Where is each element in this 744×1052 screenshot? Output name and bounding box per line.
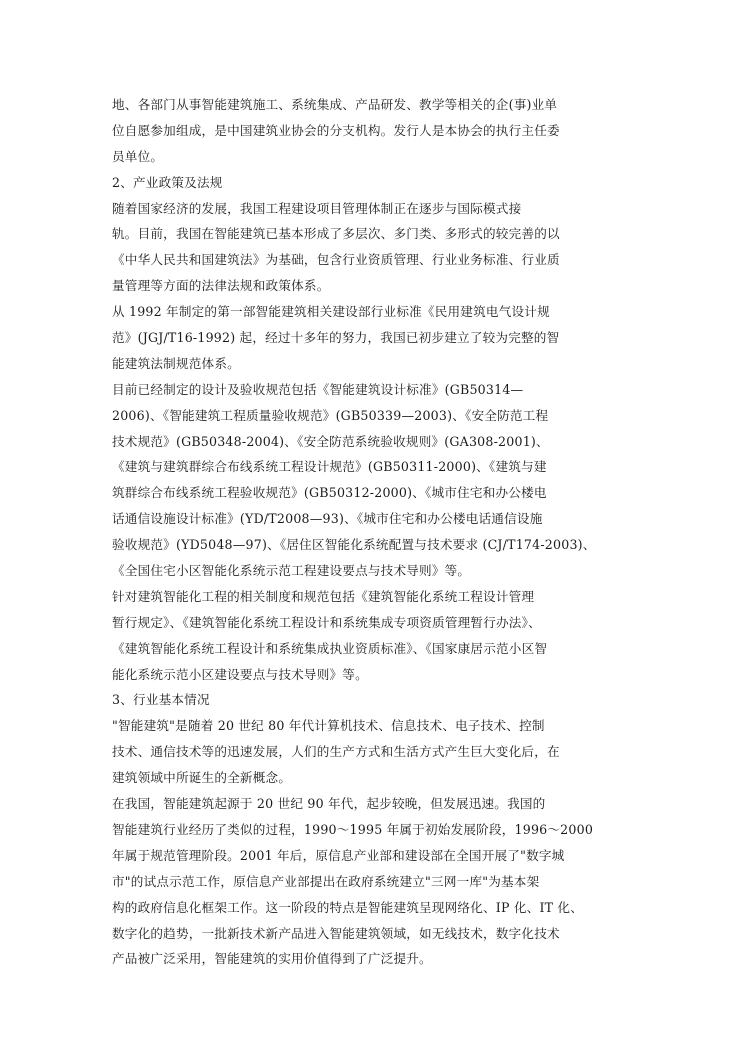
text-line: 2、产业政策及法规 — [112, 174, 223, 190]
body-text — [112, 92, 612, 972]
text-line: 《建筑与建筑群综合布线系统工程设计规范》(GB50311-2000)、《建筑与建 — [112, 459, 547, 475]
text-line: 《全国住宅小区智能化系统示范工程建设要点与技术导则》等。 — [112, 563, 471, 579]
text-line: 目前已经制定的设计及验收规范包括《智能建筑设计标准》(GB50314— — [112, 381, 524, 397]
text-line: 地、各部门从事智能建筑施工、系统集成、产品研发、教学等相关的企(事)业单 — [112, 97, 558, 112]
text-line: 3、行业基本情况 — [112, 692, 210, 708]
text-line: "智能建筑"是随着 20 世纪 80 年代计算机技术、信息技术、电子技术、控制 — [112, 718, 545, 734]
text-line: 话通信设施设计标准》(YD/T2008—93)、《城市住宅和办公楼电话通信设施 — [112, 511, 543, 527]
text-line: 随着国家经济的发展，我国工程建设项目管理体制正在逐步与国际模式接 — [112, 200, 522, 216]
text-line: 在我国，智能建筑起源于 20 世纪 90 年代，起步较晚，但发展迅速。我国的 — [112, 796, 546, 812]
text-line: 验收规范》(YD5048—97)、《居住区智能化系统配置与技术要求 (CJ/T174-2003)、 — [112, 537, 596, 553]
text-line: 从 1992 年制定的第一部智能建筑相关建设部行业标准《民用建筑电气设计规 — [112, 304, 550, 320]
text-line: 量管理等方面的法律法规和政策体系。 — [112, 278, 330, 294]
text-line: 技术、通信技术等的迅速发展，人们的生产方式和生活方式产生巨大变化后，在 — [112, 744, 560, 760]
text-line: 年属于规范管理阶段。2001 年后，原信息产业部和建设部在全国开展了"数字城 — [112, 847, 565, 863]
text-line: 《建筑智能化系统工程设计和系统集成执业资质标准》、《国家康居示范小区智 — [112, 640, 548, 656]
text-line: 能建筑法制规范体系。 — [112, 355, 240, 371]
text-line: 智能建筑行业经历了类似的过程，1990～1995 年属于初始发展阶段，1996～2000 — [112, 821, 594, 837]
text-line: 暂行规定》、《建筑智能化系统工程设计和系统集成专项资质管理暂行办法》、 — [112, 614, 541, 630]
text-line: 构的政府信息化框架工作。这一阶段的特点是智能建筑呈现网络化、IP 化、IT 化、 — [112, 899, 584, 915]
text-line: 市"的试点示范工作，原信息产业部提出在政府系统建立"三网一库"为基本架 — [112, 873, 540, 889]
text-line: 轨。目前，我国在智能建筑已基本形成了多层次、多门类、多形式的较完善的以 — [112, 226, 560, 242]
text-line: 位自愿参加组成，是中国建筑业协会的分支机构。发行人是本协会的执行主任委 — [112, 122, 560, 138]
text-line: 2006)、《智能建筑工程质量验收规范》(GB50339—2003)、《安全防范工程 — [112, 407, 549, 423]
text-line: 《中华人民共和国建筑法》为基础，包含行业资质管理、行业业务标准、行业质 — [112, 252, 560, 268]
text-line: 针对建筑智能化工程的相关制度和规范包括《建筑智能化系统工程设计管理 — [112, 588, 535, 604]
text-line: 建筑领域中所诞生的全新概念。 — [112, 770, 292, 786]
text-line: 数字化的趋势，一批新技术新产品进入智能建筑领域，如无线技术，数字化技术 — [112, 925, 560, 941]
text-line: 技术规范》(GB50348-2004)、《安全防范系统验收规则》(GA308-2001)、 — [112, 433, 549, 449]
text-line: 筑群综合布线系统工程验收规范》(GB50312-2000)、《城市住宅和办公楼电 — [112, 485, 547, 501]
text-line: 能化系统示范小区建设要点与技术导则》等。 — [112, 666, 368, 682]
text-line: 产品被广泛采用，智能建筑的实用价值得到了广泛提升。 — [112, 951, 432, 967]
text-line: 员单位。 — [112, 148, 164, 164]
text-line: 范》(JGJ/T16-1992) 起，经过十多年的努力，我国已初步建立了较为完整的智 — [112, 330, 560, 346]
